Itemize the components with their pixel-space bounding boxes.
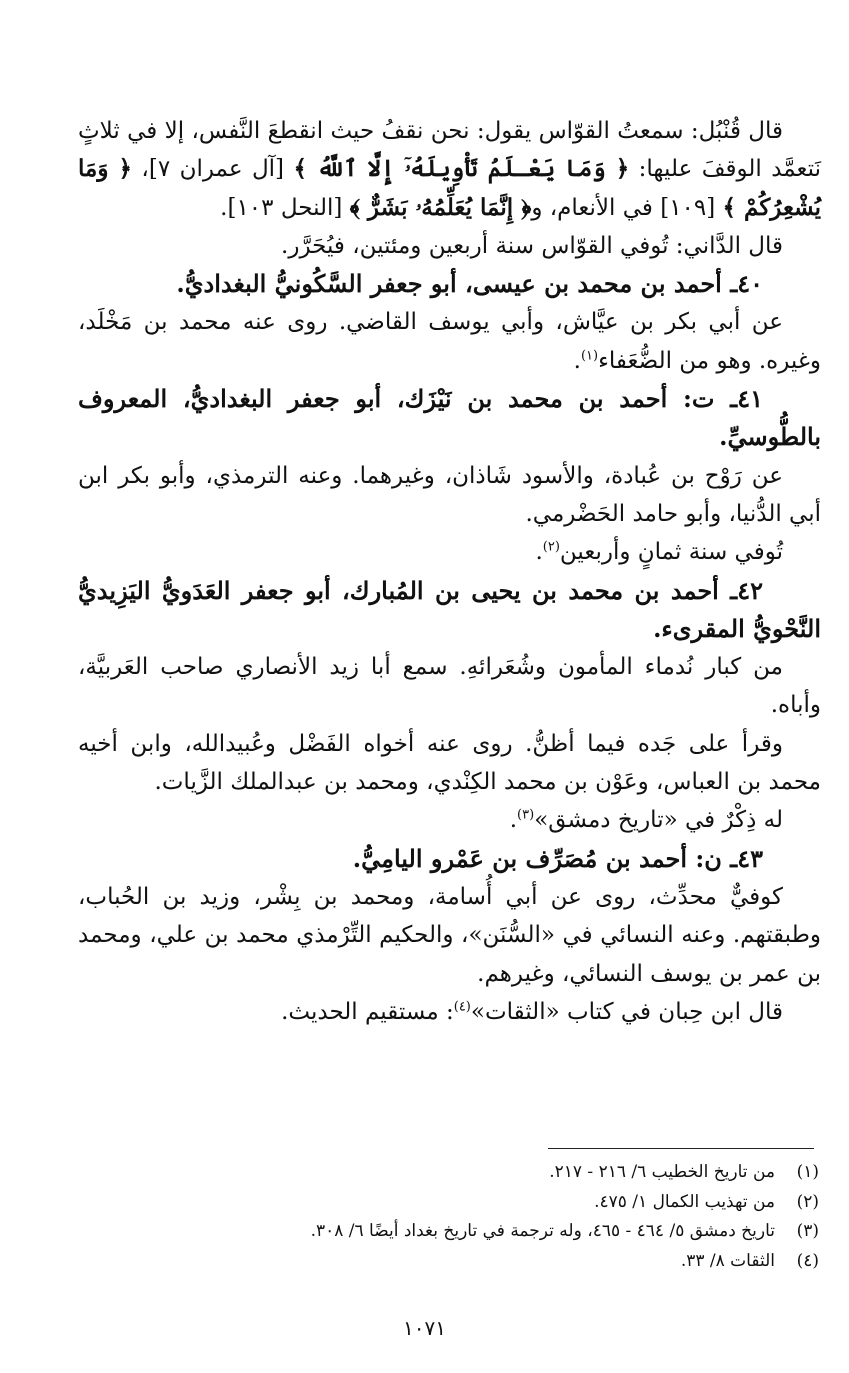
text-run: [النحل ١٠٣].	[220, 194, 350, 221]
footnote	[120, 1188, 819, 1218]
footnotes	[120, 1158, 819, 1276]
text-run: .	[535, 539, 543, 566]
paragraph: من كبار نُدماء المأمون وشُعَرائهِ. سمع أبا زيد الأنصاري صاحب العَربيَّة، وأباه.	[78, 654, 821, 719]
footnote-number: (٢)	[796, 1191, 819, 1212]
entry-heading: ٤١ـ ت: أحمد بن محمد بن نَيْزَك، أبو جعفر البغداديُّ، المعروف بالطُّوسيِّ.	[78, 384, 821, 452]
paragraph	[78, 993, 821, 1031]
quran-quote: ﴿ وَمَا يُشْعِرُكُمْ ﴾	[78, 155, 821, 221]
quran-quote: ﴿ وَمَا يَعْـلَمُ تَأْوِيلَهُۥٓ إِلَّا ٱللَّهُ ﴾	[293, 155, 630, 183]
text-run: [١٠٩] في الأنعام، و	[531, 194, 723, 221]
quran-quote: ﴿ إِنَّمَا يُعَلِّمُهُۥ بَشَرٌّ ﴾	[349, 193, 532, 221]
text-run: قال ابن حِبان في كتاب «الثقات»	[470, 998, 783, 1025]
footnote-text: من تاريخ الخطيب ٦/ ٢١٦ - ٢١٧.	[549, 1162, 775, 1182]
footnote-separator	[548, 1148, 814, 1149]
paragraph	[78, 801, 821, 839]
entry-heading: ٤٢ـ أحمد بن محمد بن يحيى بن المُبارك، أبو جعفر العَدَويُّ اليَزِيديُّ النَّحْويُّ المقرىء.	[78, 575, 821, 643]
entry-heading: ٤٣ـ ن: أحمد بن مُصَرِّف بن عَمْرو اليامِيُّ.	[352, 843, 763, 873]
text-run: : مستقيم الحديث.	[281, 998, 454, 1025]
text-run: .	[509, 807, 518, 834]
text-run: .	[573, 347, 581, 374]
text-run: عن أبي بكر بن عيَّاش، وأبي يوسف القاضي. روى عنه محمد بن مَخْلَد، وغيره. وهو من الضُّعَفاء	[78, 309, 821, 374]
footnote	[120, 1217, 819, 1247]
footnote-text: تاريخ دمشق ٥/ ٤٦٤ - ٤٦٥، وله ترجمة في تاريخ بغداد أيضًا ٦/ ٣٠٨.	[310, 1221, 775, 1241]
paragraph: كوفيٌّ محدِّث، روى عن أبي أُسامة، ومحمد بن بِشْر، وزيد بن الحُباب، وطبقتهم. وعنه النسائي في «السُّنَن»، والحكيم التِّرْمذي محمد بن علي، ومحمد بن عمر بن يوسف النسائي، وغيرهم.	[78, 883, 821, 987]
entry-heading: ٤٠ـ أحمد بن محمد بن عيسى، أبو جعفر السَّكُونيُّ البغداديُّ.	[176, 269, 763, 299]
paragraph	[78, 112, 821, 227]
footnote	[120, 1247, 819, 1277]
footnote-marker[interactable]: (٤)	[453, 999, 471, 1015]
footnote	[120, 1158, 819, 1188]
paragraph: وقرأ على جَده فيما أظنُّ. روى عنه أخواه الفَضْل وعُبيدالله، وابن أخيه محمد بن العباس، وعَوْن بن محمد الكِنْدي، ومحمد بن عبدالملك الزَّيات.	[78, 730, 821, 796]
paragraph	[78, 533, 821, 571]
page-number: ١٠٧١	[403, 1316, 446, 1340]
footnote-number: (٤)	[796, 1250, 819, 1271]
footnote-text: من تهذيب الكمال ١/ ٤٧٥.	[594, 1191, 775, 1212]
text-run: قال قُنْبُل: سمعتُ القوّاس يقول: نحن نقفُ حيث انقطعَ النَّفس، إلا في ثلاثٍ نَتعمَّد الوقفَ عليها:	[78, 118, 821, 183]
footnote-number: (١)	[796, 1162, 819, 1182]
text-run: له ذِكْرٌ في «تاريخ دمشق»	[534, 807, 783, 834]
paragraph: عن رَوْح بن عُبادة، والأسود شَاذان، وغيرهما. وعنه الترمذي، وأبو بكر ابن أبي الدُّنيا، وأبو حامد الحَضْرمي.	[78, 462, 821, 527]
text-run: تُوفي سنة ثمانٍ وأربعين	[559, 539, 783, 566]
footnote-marker[interactable]: (٣)	[517, 807, 535, 823]
paragraph: قال الدَّاني: تُوفي القوّاس سنة أربعين ومئتين، فيُحَرَّر.	[281, 232, 783, 259]
paragraph	[78, 303, 821, 380]
footnote-number: (٣)	[796, 1221, 819, 1241]
footnote-text: الثقات ٨/ ٣٣.	[680, 1250, 775, 1271]
text-run: [آل عمران ٧]،	[132, 156, 294, 183]
main-text	[78, 112, 821, 1031]
footnote-marker[interactable]: (١)	[580, 348, 599, 364]
footnote-marker[interactable]: (٢)	[542, 539, 560, 555]
